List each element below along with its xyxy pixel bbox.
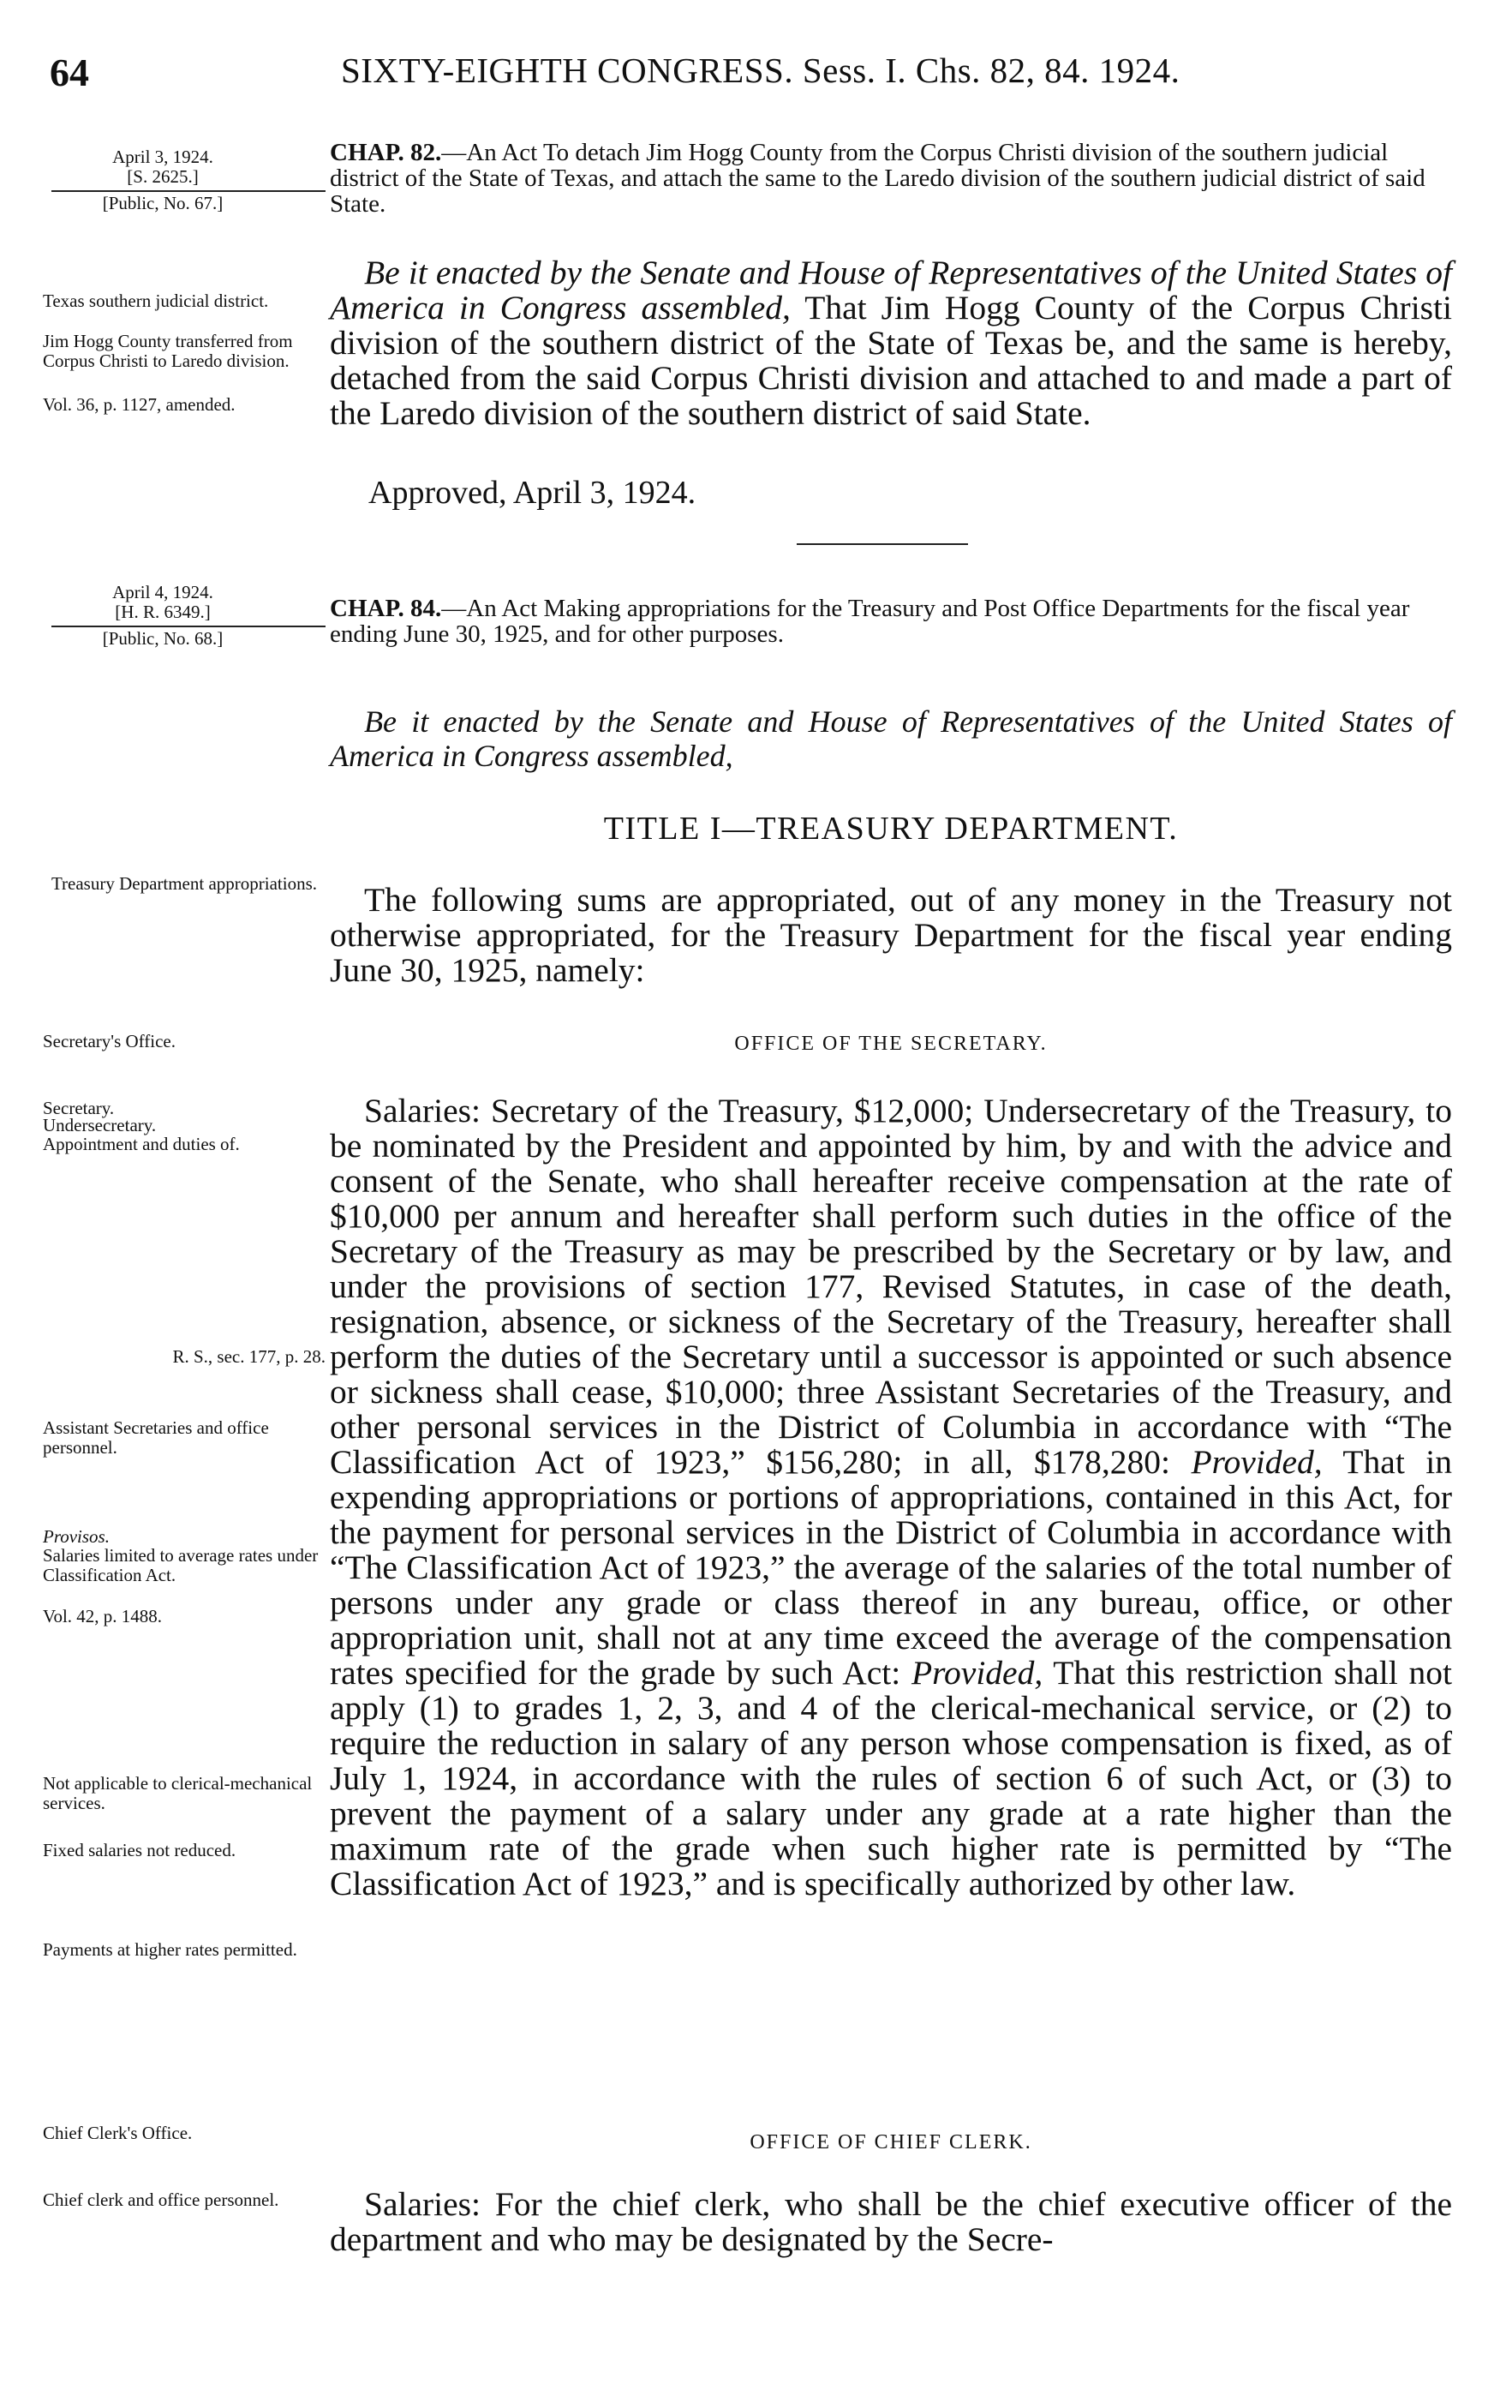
- salaries-part2: That in expending appropriations or portions of appropriations, contained in this Act, for the payment for personal services in the District of Columbia in accordance with “The Classification Act of 1923,” the average of the salaries of the total number of persons under any grade or class thereof in any bureau, office, or other appropriation unit, shall not at any time exceed the average of the compensation rates specified for the grade by such Act:: [330, 1443, 1453, 1692]
- note-secretary: Secretary.: [43, 1098, 115, 1118]
- title-intro: The following sums are appropriated, out of any money in the Treasury not otherwise appropriated, for the Treasury Department for the fiscal year ending June 30, 1925, namely:: [330, 881, 1452, 989]
- title-heading: TITLE I—TREASURY DEPARTMENT.: [603, 811, 1179, 847]
- salaries-part1: Salaries: Secretary of the Treasury, $12,000; Undersecretary of the Treasury, to be nominated by the President and appointed by him, by and with the advice and consent of the Senate, who shall hereafter receive compensation at the rate of $10,000 per annum and hereafter shall perform such duties in the office of the Secretary of the Treasury as may be prescribed by the Secretary or by law, and under the provisions of section 177, Revised Statutes, in case of the death, resignation, absence, or sickness of the Secretary of the Treasury, hereafter shall perform the duties of the Secretary until a successor is appointed or such absence or sickness shall cease, $10,000; three Assistant Secretaries of the Treasury, and other personal services in the District of Columbia in accordance with “The Classification Act of 1923,” $156,280; in all, $178,280:: [330, 1092, 1452, 1481]
- heading-office-chief-clerk: OFFICE OF CHIEF CLERK.: [750, 2131, 1032, 2153]
- note-chief-clerks-office: Chief Clerk's Office.: [43, 2123, 193, 2143]
- running-head: [50, 50, 1455, 101]
- chap84-heading: [330, 596, 1452, 647]
- chap84-margin-rule: [51, 626, 326, 627]
- running-title: SIXTY-EIGHTH CONGRESS. Sess. I. Chs. 82, 84. 1924.: [341, 51, 1180, 90]
- title-intro-block: [330, 883, 1452, 988]
- note-assistant-secretaries: Assistant Secretaries and office personnel.: [43, 1417, 269, 1458]
- note-salaries-limited: Salaries limited to average rates under Classification Act.: [43, 1545, 319, 1585]
- heading-office-secretary: OFFICE OF THE SECRETARY.: [734, 1033, 1048, 1055]
- chap84-margin-date: April 4, 1924.: [112, 582, 213, 602]
- chap82-label: CHAP. 82.: [330, 139, 442, 166]
- chap82-approved: Approved, April 3, 1924.: [368, 475, 696, 511]
- chap84-label: CHAP. 84.: [330, 595, 442, 622]
- chap82-heading: [330, 140, 1452, 217]
- office-secretary-body: [330, 1093, 1452, 1902]
- note-appointment: Appointment and duties of.: [43, 1134, 240, 1154]
- chap82-note-district: Texas southern judicial district.: [43, 291, 269, 311]
- note-rs-sec-177: R. S., sec. 177, p. 28.: [172, 1346, 326, 1367]
- chap84-enacting-text: Be it enacted by the Senate and House of Representatives of the United States of America in Congress assembled,: [330, 704, 1452, 773]
- chap82-body: That Jim Hogg County of the Corpus Christi division of the southern district of the State of Texas be, and the same is hereby, detached from the said Corpus Christi division and attached to and made a part of the Laredo division of the southern district of said State.: [330, 289, 1452, 432]
- salaries-part3: That this restriction shall not apply (1) to grades 1, 2, 3, and 4 of the clerical-mechanical service, or (2) to require the reduction in salary of any person whose compensation is fixed, as of July 1, 1924, in accordance with the rules of section 6 of such Act, or (3) to prevent the payment of a salary under any grade at a rate higher than the maximum rate of the grade when such higher rate is permitted by “The Classification Act of 1923,” and is specifically authorized by other law.: [330, 1654, 1452, 1902]
- chap84-enacting-clause: [330, 704, 1452, 773]
- note-payments-higher: Payments at higher rates permitted.: [43, 1939, 297, 1960]
- page-number: 64: [50, 51, 89, 94]
- note-treasury-approps: Treasury Department appropriations.: [51, 873, 318, 894]
- note-undersecretary: Undersecretary.: [43, 1115, 157, 1135]
- chap82-margin-public: [Public, No. 67.]: [102, 193, 224, 213]
- note-not-applicable: Not applicable to clerical-mechanical services.: [43, 1773, 313, 1813]
- chap84-description: —An Act Making appropriations for the Treasury and Post Office Departments for the fiscal year ending June 30, 1925, and for other purposes.: [330, 595, 1410, 648]
- note-provisos: Provisos.: [43, 1526, 110, 1547]
- chief-clerk-body-block: [330, 2187, 1452, 2257]
- note-chief-clerk-personnel: Chief clerk and office personnel.: [43, 2189, 279, 2210]
- chap82-description: —An Act To detach Jim Hogg County from the Corpus Christi division of the southern judicial district of the State of Texas, and attach the same to the Laredo division of the southern judicial district of said State.: [330, 139, 1425, 218]
- chap84-margin-bill: [H. R. 6349.]: [115, 602, 211, 622]
- note-secretarys-office: Secretary's Office.: [43, 1031, 176, 1051]
- chap82-note-transfer: Jim Hogg County transferred from Corpus Christi to Laredo division.: [43, 331, 293, 371]
- chap82-note-vol: Vol. 36, p. 1127, amended.: [43, 394, 236, 415]
- proviso-provided-1: Provided,: [1191, 1443, 1323, 1481]
- section-separator: [797, 543, 968, 545]
- chap82-margin-bill: [S. 2625.]: [127, 166, 199, 187]
- chief-clerk-body: Salaries: For the chief clerk, who shall be the chief executive officer of the department and who may be designated by the Secre-: [330, 2185, 1452, 2258]
- chap84-margin-public: [Public, No. 68.]: [102, 628, 224, 649]
- proviso-provided-2: Provided,: [911, 1654, 1043, 1692]
- chap82-margin-date: April 3, 1924.: [112, 147, 213, 167]
- note-fixed-salaries: Fixed salaries not reduced.: [43, 1840, 236, 1860]
- chap82-body-block: [330, 255, 1452, 431]
- note-vol-42: Vol. 42, p. 1488.: [43, 1606, 163, 1626]
- chap82-margin-rule: [51, 190, 326, 192]
- chap82-enacting-clause: Be it enacted by the Senate and House of Representatives of the United States of America in Congress assembled,: [330, 254, 1452, 326]
